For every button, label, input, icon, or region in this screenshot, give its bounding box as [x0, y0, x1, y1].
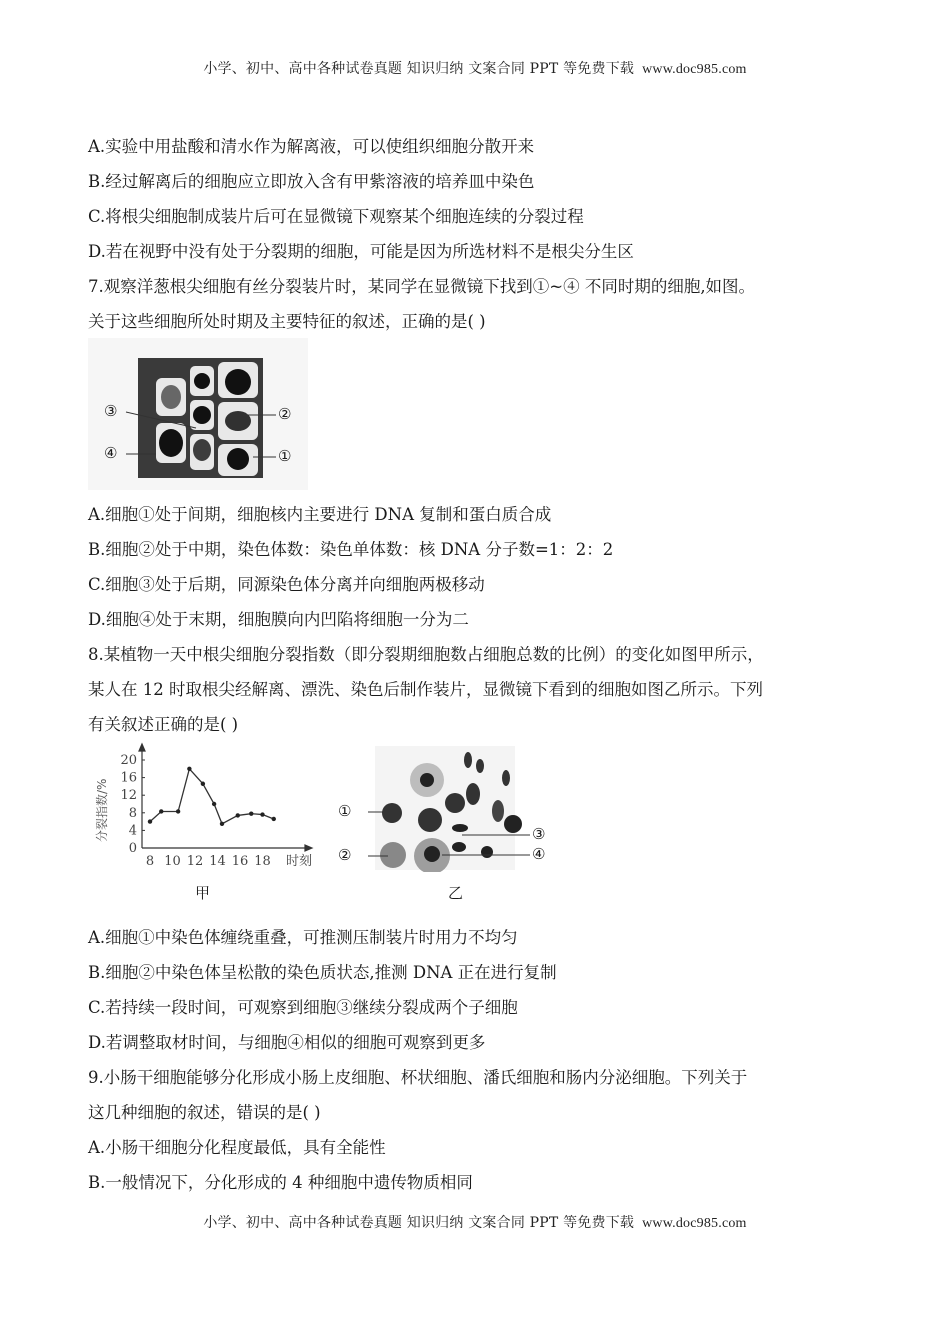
q8-chart-jia	[88, 742, 318, 907]
header-url[interactable]: www.doc985.com	[642, 62, 747, 77]
q9-stem-line2: 这几种细胞的叙述，错误的是( )	[88, 1103, 321, 1122]
q8-option-b: B.细胞②中染色体呈松散的染色质状态,推测 DNA 正在进行复制	[88, 963, 557, 982]
page-footer	[0, 1212, 950, 1232]
svg-text:18: 18	[254, 854, 271, 869]
svg-text:0: 0	[128, 841, 137, 856]
q8-option-d: D.若调整取材时间，与细胞④相似的细胞可观察到更多	[88, 1033, 486, 1052]
q6-option-d: D.若在视野中没有处于分裂期的细胞，可能是因为所选材料不是根尖分生区	[88, 242, 634, 261]
q8-stem-line2: 某人在 12 时取根尖经解离、漂洗、染色后制作装片，显微镜下看到的细胞如图乙所示。下列	[88, 680, 763, 699]
label-cell-2: ②	[278, 405, 292, 423]
q7-option-a: A.细胞①处于间期，细胞核内主要进行 DNA 复制和蛋白质合成	[88, 505, 552, 524]
q8-option-a: A.细胞①中染色体缠绕重叠，可推测压制装片时用力不均匀	[88, 928, 518, 947]
label-cell-4: ④	[104, 444, 118, 462]
q8-stem-line1: 8.某植物一天中根尖细胞分裂指数（即分裂期细胞数占细胞总数的比例）的变化如图甲所示，	[88, 645, 764, 664]
q8-option-c: C.若持续一段时间，可观察到细胞③继续分裂成两个子细胞	[88, 998, 518, 1017]
q8-stem-line3: 有关叙述正确的是( )	[88, 715, 239, 734]
svg-text:时刻: 时刻	[286, 854, 313, 869]
label-cell-1: ①	[278, 447, 292, 465]
q8-micrograph-yi	[330, 742, 560, 907]
svg-text:12: 12	[186, 854, 204, 869]
svg-text:8: 8	[128, 805, 137, 821]
svg-text:12: 12	[120, 788, 137, 804]
footer-url[interactable]: www.doc985.com	[642, 1216, 747, 1231]
svg-text:16: 16	[231, 854, 249, 869]
footer-text: 小学、初中、高中各种试卷真题 知识归纳 文案合同 PPT 等免费下载	[203, 1215, 635, 1231]
svg-text:分裂指数/%: 分裂指数/%	[95, 778, 109, 842]
label-yi-cell-3: ③	[532, 825, 546, 843]
q7-option-d: D.细胞④处于末期，细胞膜向内凹陷将细胞一分为二	[88, 610, 469, 629]
q7-micrograph-figure	[88, 338, 308, 490]
svg-text:4: 4	[128, 823, 137, 839]
chart-caption-jia: 甲	[195, 884, 211, 902]
label-cell-3: ③	[104, 402, 118, 420]
label-yi-cell-4: ④	[532, 845, 546, 863]
q6-option-c: C.将根尖细胞制成装片后可在显微镜下观察某个细胞连续的分裂过程	[88, 207, 584, 226]
q7-stem-line2: 关于这些细胞所处时期及主要特征的叙述，正确的是( )	[88, 312, 486, 331]
cell-micrograph-yi-image	[330, 742, 560, 872]
q7-option-c: C.细胞③处于后期，同源染色体分离并向细胞两极移动	[88, 575, 485, 594]
svg-text:8: 8	[145, 854, 155, 869]
q9-option-a: A.小肠干细胞分化程度最低，具有全能性	[88, 1138, 386, 1157]
svg-text:14: 14	[209, 854, 226, 869]
q7-stem-line1: 7.观察洋葱根尖细胞有丝分裂装片时，某同学在显微镜下找到①~④ 不同时期的细胞,如图。	[88, 277, 756, 296]
chart-caption-yi: 乙	[448, 884, 464, 902]
svg-text:16: 16	[120, 770, 137, 786]
q6-option-a: A.实验中用盐酸和清水作为解离液，可以使组织细胞分散开来	[88, 137, 535, 156]
header-text: 小学、初中、高中各种试卷真题 知识归纳 文案合同 PPT 等免费下载	[203, 61, 635, 77]
q9-option-b: B.一般情况下，分化形成的 4 种细胞中遗传物质相同	[88, 1173, 473, 1192]
label-yi-cell-1: ①	[338, 802, 352, 820]
cell-micrograph-image	[88, 338, 308, 490]
page-header	[0, 58, 950, 78]
label-yi-cell-2: ②	[338, 846, 352, 864]
q6-option-b: B.经过解离后的细胞应立即放入含有甲紫溶液的培养皿中染色	[88, 172, 535, 191]
svg-text:10: 10	[164, 854, 181, 869]
svg-text:20: 20	[120, 753, 137, 768]
q7-option-b: B.细胞②处于中期，染色体数：染色单体数：核 DNA 分子数=1：2：2	[88, 540, 614, 559]
q9-stem-line1: 9.小肠干细胞能够分化形成小肠上皮细胞、杯状细胞、潘氏细胞和肠内分泌细胞。下列关于	[88, 1068, 748, 1087]
